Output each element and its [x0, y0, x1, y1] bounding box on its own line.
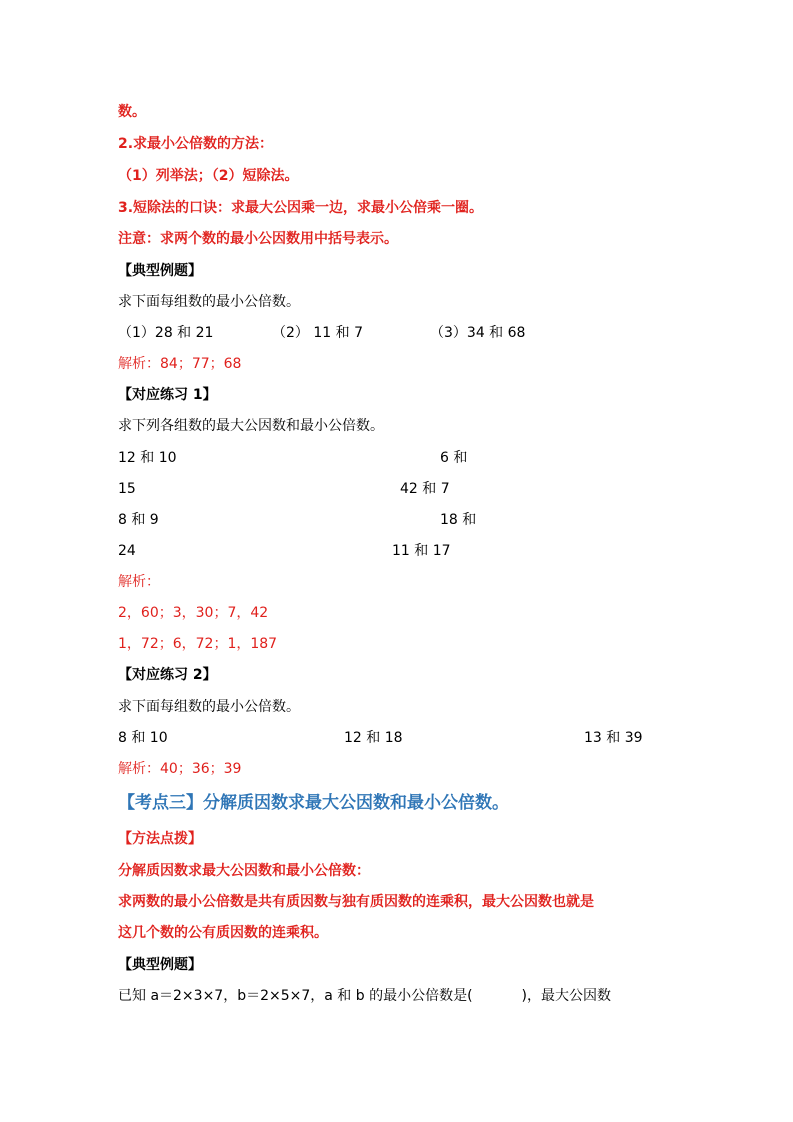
section-label-method: 【方法点拨】 — [118, 831, 202, 847]
section-label-example: 【典型例题】 — [118, 263, 202, 279]
answer-line: 解析：40；36；39 — [118, 761, 242, 777]
question-item: 12 和 18 — [344, 730, 403, 746]
answer-line: 解析：84；77；68 — [118, 356, 242, 372]
question-item: （3）34 和 68 — [430, 325, 526, 341]
topic-heading: 【考点三】分解质因数求最大公因数和最小公倍数。 — [118, 793, 509, 813]
text-line: 3.短除法的口诀：求最大公因乘一边，求最小公倍乘一圈。 — [118, 200, 484, 216]
question-item: 18 和 — [440, 512, 477, 528]
method-text: 这几个数的公有质因数的连乘积。 — [118, 925, 328, 941]
question-item: 42 和 7 — [400, 481, 450, 497]
question-item: 15 — [118, 481, 136, 497]
question-line: 求下面每组数的最小公倍数。 — [118, 294, 300, 310]
section-label-practice-2: 【对应练习 2】 — [118, 667, 217, 683]
answer-label: 解析： — [118, 574, 160, 590]
section-label-example: 【典型例题】 — [118, 957, 202, 973]
question-item: 11 和 17 — [392, 543, 451, 559]
section-label-practice-1: 【对应练习 1】 — [118, 387, 217, 403]
note-line: 注意：求两个数的最小公因数用中括号表示。 — [118, 231, 398, 247]
answer-line: 2，60；3，30；7，42 — [118, 605, 269, 621]
question-item: 13 和 39 — [584, 730, 643, 746]
answer-line: 1，72；6，72；1，187 — [118, 636, 278, 652]
text-line: （1）列举法；（2）短除法。 — [118, 168, 299, 184]
question-item: 8 和 10 — [118, 730, 168, 746]
method-text: 分解质因数求最大公因数和最小公倍数： — [118, 863, 370, 879]
text-line: 数。 — [118, 104, 146, 120]
question-item: 8 和 9 — [118, 512, 159, 528]
method-heading-lcm: 2.求最小公倍数的方法： — [118, 136, 274, 152]
question-item: （2） 11 和 7 — [272, 325, 363, 341]
question-line: 求下列各组数的最大公因数和最小公倍数。 — [118, 418, 384, 434]
question-item: 6 和 — [440, 450, 468, 466]
question-line: 已知 a＝2×3×7，b＝2×5×7，a 和 b 的最小公倍数是( )，最大公因数 — [118, 988, 611, 1004]
question-item: （1）28 和 21 — [118, 325, 214, 341]
question-line: 求下面每组数的最小公倍数。 — [118, 699, 300, 715]
method-text: 求两数的最小公倍数是共有质因数与独有质因数的连乘积，最大公因数也就是 — [118, 894, 594, 910]
question-item: 12 和 10 — [118, 450, 177, 466]
question-item: 24 — [118, 543, 136, 559]
